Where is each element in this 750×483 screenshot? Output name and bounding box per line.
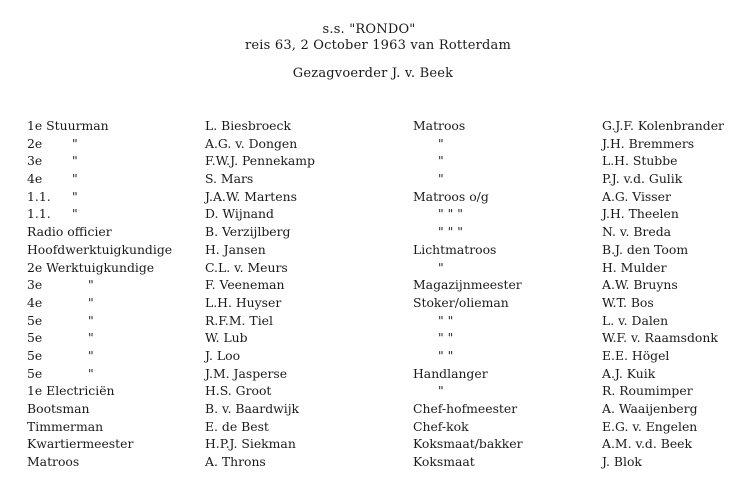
rank-right: " [438, 259, 444, 275]
name-left: S. Mars [205, 171, 254, 187]
name-right: E.G. v. Engelen [602, 418, 698, 434]
rank-left: 3e [27, 153, 43, 169]
name-right: W.F. v. Raamsdonk [602, 330, 718, 346]
crew-row [0, 135, 750, 153]
name-right: J. Blok [602, 454, 642, 470]
rank-left: 2e Werktuigkundige [27, 259, 155, 275]
rank-left: Timmerman [27, 418, 104, 434]
rank-left: 5e [27, 365, 43, 381]
name-left: R.F.M. Tiel [205, 312, 273, 328]
ditto-mark-left: " [72, 135, 78, 151]
crew-row [0, 453, 750, 471]
name-left: J.A.W. Martens [205, 188, 297, 204]
rank-right: " " " [438, 224, 463, 240]
name-left: L. Biesbroeck [205, 118, 291, 133]
rank-right: " " [438, 312, 454, 328]
crew-row [0, 294, 750, 312]
rank-left: Radio officier [27, 224, 112, 240]
name-right: A.W. Bruyns [602, 277, 678, 293]
name-left: H. Jansen [205, 241, 266, 257]
rank-left: Hoofdwerktuigkundige [27, 241, 173, 257]
rank-right: " " [438, 330, 454, 346]
name-left: H.P.J. Siekman [205, 436, 296, 452]
ditto-mark-left: " [88, 347, 94, 363]
name-left: F.W.J. Pennekamp [205, 153, 315, 169]
name-left: A. Throns [205, 454, 266, 470]
ditto-mark-left: " [72, 153, 78, 169]
rank-right: " " [438, 347, 454, 363]
rank-left: Kwartiermeester [27, 436, 134, 452]
name-left: W. Lub [205, 330, 248, 346]
rank-right: " [438, 171, 444, 187]
rank-left: 1.1. [27, 206, 51, 222]
rank-right: Chef-hofmeester [413, 401, 518, 416]
crew-row [0, 205, 750, 223]
rank-right: Stoker/olieman [413, 294, 509, 310]
ditto-mark-left: " [88, 294, 94, 310]
name-left: B. v. Baardwijk [205, 401, 300, 416]
name-left: E. de Best [205, 418, 269, 434]
name-left: C.L. v. Meurs [205, 259, 288, 275]
name-right: B.J. den Toom [602, 241, 689, 257]
crew-row [0, 435, 750, 453]
name-right: E.E. Högel [602, 347, 670, 363]
crew-row [0, 418, 750, 436]
name-left: F. Veeneman [205, 277, 285, 293]
rank-left: 5e [27, 347, 43, 363]
name-left: A.G. v. Dongen [205, 135, 298, 151]
name-right: W.T. Bos [602, 294, 654, 310]
rank-right: Matroos [413, 118, 466, 133]
rank-right: " " " [438, 206, 463, 222]
name-left: H.S. Groot [205, 383, 272, 399]
name-right: A.G. Visser [602, 188, 671, 204]
rank-right: Magazijnmeester [413, 277, 522, 293]
ditto-mark-left: " [88, 312, 94, 328]
ditto-mark-left: " [72, 188, 78, 204]
name-left: L.H. Huyser [205, 294, 282, 310]
rank-left: 1.1. [27, 188, 51, 204]
rank-right: " [438, 383, 444, 399]
name-right: L.H. Stubbe [602, 153, 678, 169]
crew-row [0, 365, 750, 383]
crew-row [0, 170, 750, 188]
name-right: A. Waaijenberg [602, 401, 698, 416]
ditto-mark-left: " [88, 330, 94, 346]
rank-left: 5e [27, 312, 43, 328]
rank-right: Lichtmatroos [413, 241, 497, 257]
rank-right: Handlanger [413, 365, 488, 381]
ditto-mark-left: " [72, 171, 78, 187]
name-right: A.M. v.d. Beek [602, 436, 693, 452]
name-left: J. Loo [205, 347, 241, 363]
crew-row [0, 312, 750, 330]
ditto-mark-left: " [88, 365, 94, 381]
crew-row [0, 188, 750, 206]
ditto-mark-left: " [72, 206, 78, 222]
name-right: H. Mulder [602, 259, 667, 275]
rank-left: Bootsman [27, 401, 90, 416]
rank-right: " [438, 153, 444, 169]
voyage-line: reis 63, 2 October 1963 van Rotterdam [244, 38, 512, 53]
name-right: P.J. v.d. Gulik [602, 171, 683, 187]
rank-left: 4e [27, 171, 43, 187]
crew-row [0, 223, 750, 241]
rank-right: Matroos o/g [413, 188, 489, 204]
rank-left: 1e Electriciën [27, 383, 115, 399]
rank-left: 1e Stuurman [27, 118, 109, 133]
name-right: R. Roumimper [602, 383, 693, 399]
rank-left: 2e [27, 135, 43, 151]
crew-row [0, 347, 750, 365]
crew-row [0, 152, 750, 170]
rank-left: 3e [27, 277, 43, 293]
name-left: J.M. Jasperse [205, 365, 288, 381]
captain-line: Gezagvoerder J. v. Beek [292, 66, 454, 81]
crew-row [0, 276, 750, 294]
rank-left: 4e [27, 294, 43, 310]
rank-right: Koksmaat/bakker [413, 436, 523, 452]
name-right: A.J. Kuik [602, 365, 656, 381]
name-right: L. v. Dalen [602, 312, 669, 328]
rank-right: Koksmaat [413, 454, 475, 470]
crew-row [0, 117, 750, 135]
crew-row [0, 241, 750, 259]
name-right: J.H. Bremmers [602, 135, 695, 151]
rank-left: Matroos [27, 454, 80, 470]
name-left: D. Wijnand [205, 206, 274, 222]
ship-name: s.s. "RONDO" [322, 22, 416, 37]
crew-table [0, 117, 750, 471]
crew-row [0, 259, 750, 277]
name-right: J.H. Theelen [602, 206, 679, 222]
rank-right: Chef-kok [413, 418, 469, 434]
crew-row [0, 400, 750, 418]
name-left: B. Verzijlberg [205, 224, 291, 240]
name-right: G.J.F. Kolenbrander [602, 118, 724, 133]
crew-row [0, 382, 750, 400]
rank-right: " [438, 135, 444, 151]
name-right: N. v. Breda [602, 224, 672, 240]
rank-left: 5e [27, 330, 43, 346]
ditto-mark-left: " [88, 277, 94, 293]
crew-row [0, 329, 750, 347]
